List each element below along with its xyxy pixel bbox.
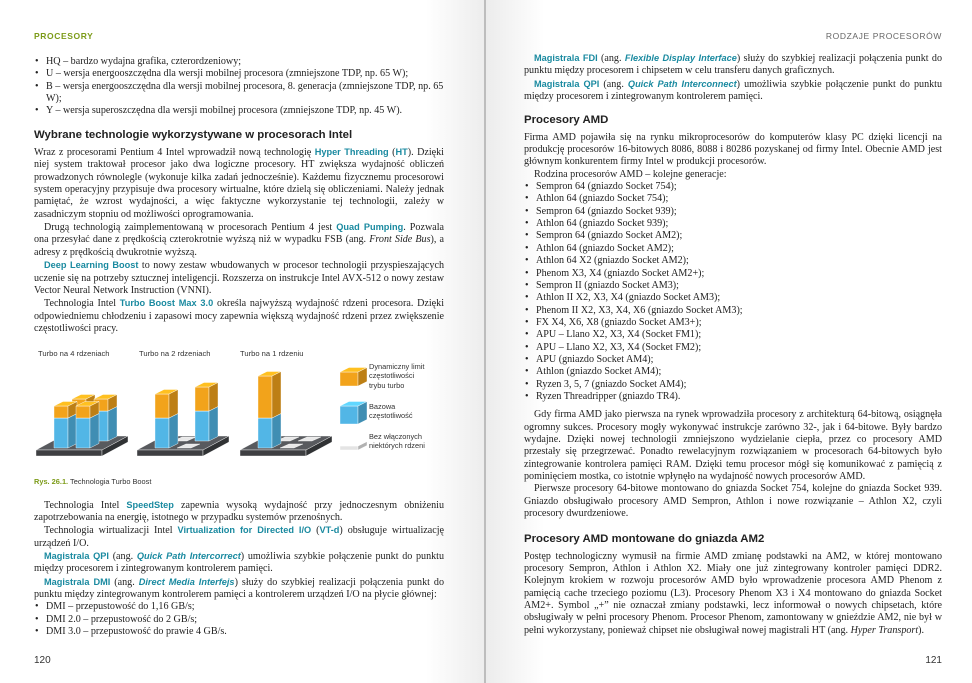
left-page <box>0 0 484 683</box>
right-text-column <box>524 52 942 637</box>
paragraph-dmi: Magistrala DMI (ang. Direct Media Interfejs) służy do szybkiej realizacji połączenia punkt do punktu między zintegrowanym kontrolerem pamięci a kontrolerem urządzeń I/O na płycie głównej: <box>34 576 445 600</box>
section-heading: Wybrane technologie wykorzystywane w procesorach Intel <box>34 128 353 141</box>
base-frequency-block <box>155 418 169 448</box>
paragraph-hyper-threading: Wraz z procesorami Pentium 4 Intel wprowadził nową technologię Hyper Threading (HT). Dzięki niej system traktował procesor jako dwa logiczne procesory. HT zwiększa wydajność obliczeń prowadzonych równolegle (wykonuje kilka zadań jednocześnie). Każdemu fizycznemu procesorowi system operacyjny przypisuje dwa procesory wirtualne, które dzielą się obliczeniami. Należy jednak pamiętać, że wzrost wydajności, a więc faktyczne wykorzystanie tej technologii, zależy w zasadniczym stopniu od możliwości oprogramowania. <box>34 147 444 220</box>
left-text-column <box>34 56 444 638</box>
turbo-frequency-block <box>272 372 281 419</box>
list-item: • Sempron 64 (gniazdo Socket AM2); <box>524 230 942 242</box>
right-page <box>486 0 972 683</box>
running-head-right: RODZAJE PROCESORÓW <box>825 31 942 41</box>
term-highlight: Quad Pumping <box>336 222 404 233</box>
list-item: • Athlon 64 (gniazdo Socket AM2); <box>524 243 942 255</box>
paragraph-quad-pumping: Drugą technologią zaimplementowaną w procesorach Pentium 4 jest Quad Pumping. Pozwala ona przesyłać dane z prędkością czterokrotnie wyższą niż w wypadku FSB (ang. Front Side Bus), a adresy z prędkością dwukrotnie wyższą. <box>34 222 444 258</box>
page-number-left: 120 <box>34 655 51 666</box>
term-highlight: Magistrala DMI <box>44 576 111 587</box>
term-highlight: Magistrala FDI <box>534 53 598 63</box>
list-item: • Sempron 64 (gniazdo Socket 939); <box>524 206 942 218</box>
list-item: • DMI 2.0 – przepustowość do 2 GB/s; <box>34 614 444 626</box>
page-number-right: 121 <box>925 655 942 666</box>
legend-swatch-turbo <box>340 372 358 386</box>
base-frequency-block <box>76 418 90 448</box>
list-item: • Athlon II X2, X3, X4 (gniazdo Socket AM3); <box>524 292 942 304</box>
term-highlight: HT <box>395 147 408 158</box>
cpu-die <box>137 450 203 456</box>
term-highlight: Direct Media Interfejs <box>138 576 235 587</box>
list-item: • B – wersja energooszczędna dla wersji mobilnej procesora, 8. generacja (zmniejszone TDP, np. 65 W); <box>34 81 444 106</box>
list-item: • Athlon 64 (gniazdo Socket 939); <box>524 218 942 230</box>
turbo-frequency-block <box>155 394 169 418</box>
base-frequency-block <box>108 407 117 442</box>
paragraph-amd-64bit: Gdy firma AMD jako pierwsza na rynek wprowadziła procesory z architekturą 64-bitową, osiągnęła ogromny sukces. Procesory mogły wykonywać instrukcje zarówno 32-, jak i 64-bitowe. Były bardzo wydajne. Dzięki nowej technologii zmniejszono wydzielanie ciepła, przez co procesory AMD przestały się przegrzewać. Ponadto rewelacyjnym rozwiązaniem w procesorach 64-bitowych było zintegrowanie kontrolera pamięci RAM. Dzięki temu procesor mógł się komunikować z pamięcią z pominięciem mostka, co istotnie wpłynęło na wydajność nowych procesorów AMD. <box>524 409 942 482</box>
list-item: • U – wersja energooszczędna dla wersji mobilnej procesora (zmniejszone TDP, np. 65 W); <box>34 68 444 80</box>
list-item: • Ryzen 3, 5, 7 (gniazdo Socket AM4); <box>524 379 942 391</box>
figure-label: Turbo na 1 rdzeniu <box>240 349 304 359</box>
legend-disabled: Bez włączonych niektórych rdzeni <box>369 432 425 451</box>
term-highlight: Magistrala QPI <box>534 78 600 89</box>
list-item: • Phenom II X2, X3, X4, X6 (gniazdo Socket AM3); <box>524 305 942 317</box>
list-item: • APU (gniazdo Socket AM4); <box>524 354 942 366</box>
base-frequency-block <box>195 411 209 441</box>
figure-label: Turbo na 4 rdzeniach <box>38 349 110 359</box>
term-highlight: Hyper Threading <box>314 147 389 158</box>
section-heading: Procesory AMD <box>524 114 609 127</box>
legend-swatch-disabled <box>340 446 358 450</box>
paragraph-turbo-boost: Technologia Intel Turbo Boost Max 3.0 określa najwyższą wydajność rdzeni procesora. Dzięki odpowiedniemu chłodzeniu i zapasowi mocy zapewnia większą wydajność rdzeni przez zwiększenie częstotliwości pracy. <box>34 298 445 334</box>
cpu-die <box>240 450 306 456</box>
term-highlight: Turbo Boost Max 3.0 <box>119 298 214 309</box>
list-item: • Y – wersja superoszczędna dla wersji mobilnej procesora (zmniejszone TDP, np. 45 W). <box>34 105 444 117</box>
turbo-boost-figure <box>34 346 444 474</box>
paragraph-qpi-right: Magistrala QPI (ang. Quick Path Interconnect) umożliwia szybkie połączenie punkt do punktu między procesorem i zintegrowanym kontrolerem pamięci. <box>524 78 943 103</box>
figure-caption: Rys. 26.1. Technologia Turbo Boost <box>34 477 152 487</box>
paragraph-amd-family: Rodzina procesorów AMD – kolejne generacje: <box>534 168 727 180</box>
figure-label: Turbo na 2 rdzeniach <box>139 349 211 359</box>
paragraph-socket: Pierwsze procesory 64-bitowe montowano do gniazda Socket 754, kolejne do gniazda Socket 939. Gniazdo obsługiwało procesory AMD Sempron, Athlon i nowe rozwiązanie – Athlon X2, czyli procesory dwurdzeniowe. <box>524 483 942 520</box>
paragraph-fdi: Magistrala FDI (ang. Flexible Display Interface) służy do szybkiej realizacji połączenia punkt do punktu między procesorem i chipsetem w celu transferu danych graficznych. <box>524 53 943 77</box>
term-highlight: Magistrala QPI <box>44 550 109 561</box>
list-item: • Phenom X3, X4 (gniazdo Socket AM2+); <box>524 268 942 280</box>
list-item: • Ryzen Threadripper (gniazdo TR4). <box>524 391 942 403</box>
section-heading: Procesory AMD montowane do gniazda AM2 <box>524 533 765 546</box>
list-item: • Sempron 64 (gniazdo Socket 754); <box>524 181 942 193</box>
term-highlight: Quick Path Interconnect <box>627 78 737 89</box>
list-item: • HQ – bardzo wydajna grafika, czterordzeniowy; <box>34 56 444 68</box>
legend-turbo: Dynamiczny limit częstotliwości trybu turbo <box>369 362 425 390</box>
list-item: • DMI 3.0 – przepustowość do prawie 4 GB/s. <box>34 626 444 638</box>
list-item: • FX X4, X6, X8 (gniazdo Socket AM3+); <box>524 317 942 329</box>
turbo-frequency-block <box>54 406 68 418</box>
turbo-frequency-block <box>76 406 90 418</box>
base-frequency-block <box>54 418 68 448</box>
base-frequency-block <box>272 414 281 449</box>
term-highlight: Quick Path Intercorrect <box>136 550 241 561</box>
term-highlight: SpeedStep <box>126 499 174 510</box>
base-frequency-block <box>68 414 77 449</box>
model-suffix-list <box>34 56 444 118</box>
legend-swatch-base <box>340 406 358 424</box>
amd-processor-list <box>524 181 942 403</box>
list-item: • Athlon 64 X2 (gniazdo Socket AM2); <box>524 255 942 267</box>
list-item: • APU – Llano X2, X3, X4 (Socket FM1); <box>524 329 942 341</box>
turbo-frequency-block <box>195 387 209 411</box>
term-highlight: Flexible Display Interface <box>624 53 737 63</box>
paragraph-speedstep: Technologia Intel SpeedStep zapewnia wysoką wydajność przy jednoczesnym obniżeniu zapotrzebowania na energię, istotnego w przypadku systemów przenośnych. <box>34 499 445 523</box>
cpu-die <box>36 450 102 456</box>
base-frequency-block <box>90 414 99 449</box>
paragraph-am2: Postęp technologiczny wymusił na firmie AMD zmianę podstawki na AM2, w której montowano procesory Sempron, Athlon i Athlon X2. Miały one już zintegrowany kontroler pamięci DDR2. Kolejnym krokiem w rozwoju procesorów AMD było wprowadzenie procesora AMD Phenom z pamięcią cache trzeciego poziomu (L3). Procesory Phenom X3 i X4 montowano do gniazda Socket AM2+. Symbol „+” nie oznaczał zmiany podstawki, lecz informował o nowych chipsetach, które obsługiwały w pełni procesory Phenom. Procesor Phenom, zamontowany w gnieździe AM2, nie był w pełni wykorzystany, ponieważ chipset nie obsługiwał nowej magistrali HT (ang. Hyper Transport). <box>524 550 942 636</box>
base-frequency-block <box>169 414 178 449</box>
list-item: • Sempron II (gniazdo Socket AM3); <box>524 280 942 292</box>
dmi-list <box>34 601 444 638</box>
legend-base: Bazowa częstotliwość <box>369 402 413 421</box>
term-highlight: Virtualization for Directed I/O <box>177 525 312 536</box>
list-item: • DMI – przepustowość do 1,16 GB/s; <box>34 601 444 613</box>
running-head-left: PROCESORY <box>34 31 94 41</box>
turbo-frequency-block <box>169 390 178 419</box>
paragraph-amd-intro: Firma AMD pojawiła się na rynku mikroprocesorów do komputerów klasy PC dzięki licencji na produkcję procesorów 16-bitowych 8086, 8088 i 80286 pozyskanej od firmy Intel. Obecnie AMD jest głównym konkurentem firmy Intel w produkcji procesorów. <box>524 131 942 168</box>
list-item: • Athlon 64 (gniazdo Socket 754); <box>524 193 942 205</box>
base-frequency-block <box>258 418 272 448</box>
paragraph-deep-learning: Deep Learning Boost to nowy zestaw wbudowanych w procesor technologii przyspieszających uczenie się na potrzeby sztucznej inteligencji. Rozszerza on instrukcje Intel AVX-512 o nowy zestaw Vector Neural Network Instruction (VNNI). <box>34 260 444 296</box>
list-item: • APU – Llano X2, X3, X4 (Socket FM2); <box>524 342 942 354</box>
term-highlight: Deep Learning Boost <box>44 260 139 271</box>
list-item: • Athlon (gniazdo Socket AM4); <box>524 366 942 378</box>
turbo-frequency-block <box>258 376 272 418</box>
term-highlight: VT-d <box>319 525 340 536</box>
turbo-frequency-block <box>209 383 218 412</box>
paragraph-vt-d: Technologia wirtualizacji Intel Virtualization for Directed I/O (VT-d) obsługuje wirtualizację urządzeń I/O. <box>34 525 445 549</box>
base-frequency-block <box>209 407 218 442</box>
paragraph-qpi: Magistrala QPI (ang. Quick Path Intercorrect) umożliwia szybkie połączenie punkt do punktu między procesorem i zintegrowanym kontrolerem pamięci. <box>34 550 445 575</box>
